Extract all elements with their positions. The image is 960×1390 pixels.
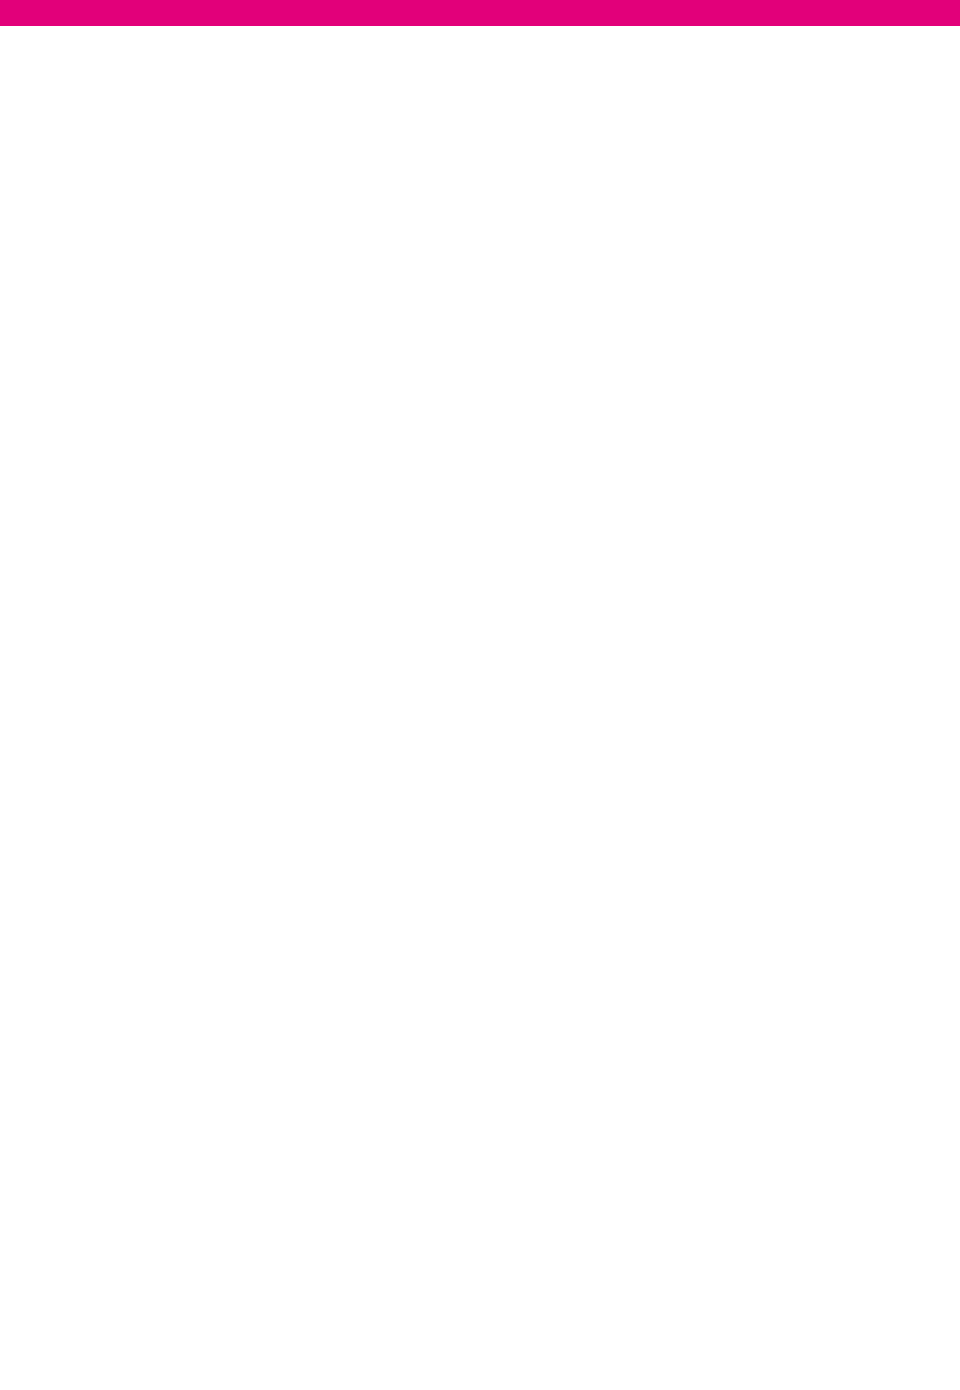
page-header xyxy=(0,0,960,26)
